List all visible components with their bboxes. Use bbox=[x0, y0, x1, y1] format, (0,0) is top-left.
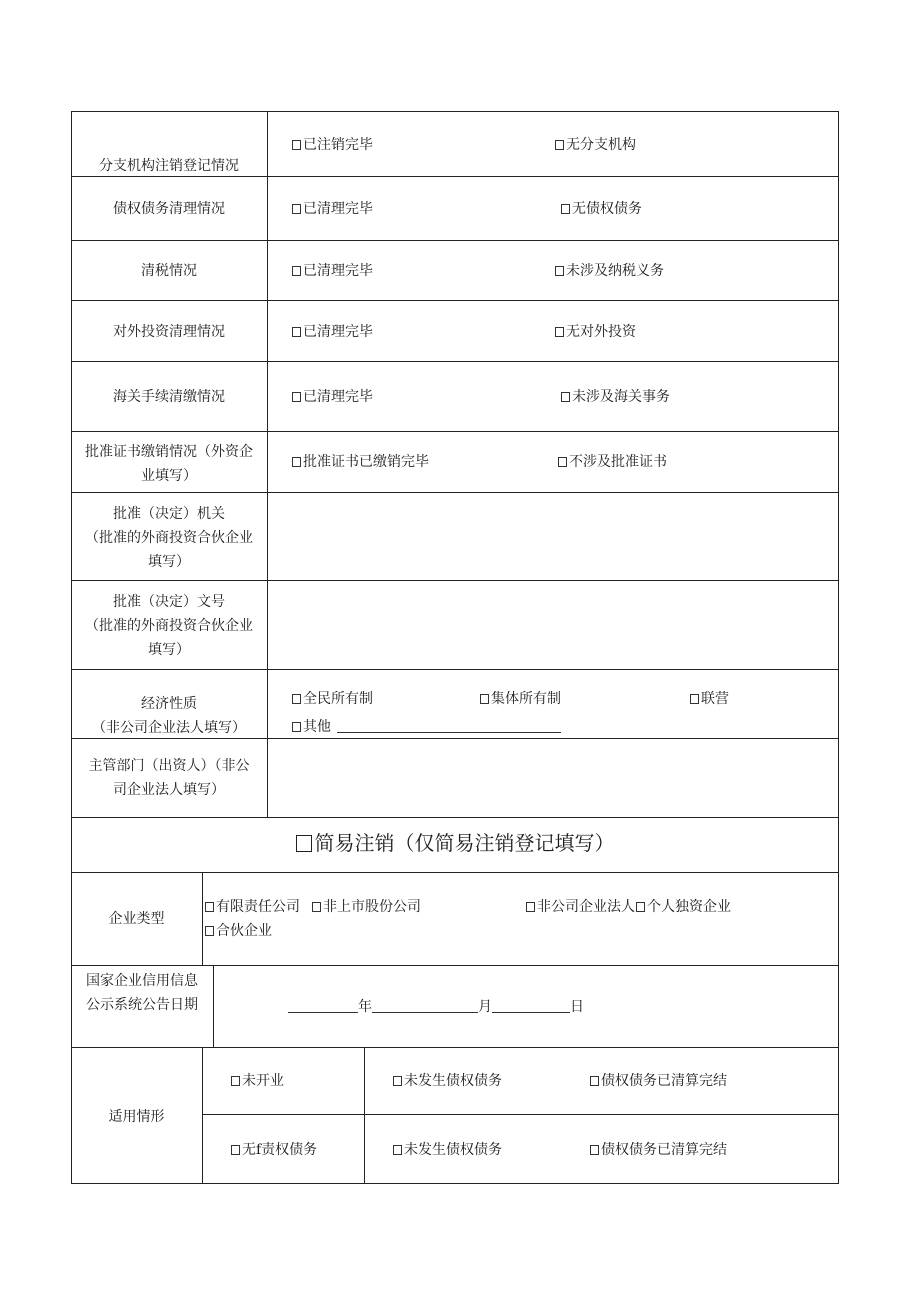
row-label: 海关手续清缴情况 bbox=[113, 389, 225, 405]
checkbox-option[interactable]: 其他 bbox=[292, 717, 561, 737]
row-divider bbox=[71, 669, 839, 670]
checkbox-icon[interactable] bbox=[292, 140, 301, 150]
column-divider bbox=[213, 965, 214, 1047]
year-input-line[interactable] bbox=[288, 998, 358, 1013]
checkbox-icon[interactable] bbox=[312, 902, 321, 912]
checkbox-option[interactable]: 非公司企业法人 bbox=[526, 897, 635, 917]
other-input-line[interactable] bbox=[337, 718, 561, 733]
checkbox-option[interactable]: 有限责任公司 bbox=[205, 897, 300, 917]
checkbox-icon[interactable] bbox=[555, 266, 564, 276]
checkbox-icon[interactable] bbox=[393, 1145, 402, 1155]
checkbox-icon[interactable] bbox=[205, 926, 214, 936]
checkbox-option[interactable]: 非上市股份公司 bbox=[312, 897, 421, 917]
checkbox-icon[interactable] bbox=[561, 392, 570, 402]
checkbox-option[interactable]: 债权债务已清算完结 bbox=[590, 1140, 727, 1160]
checkbox-option[interactable]: 未开业 bbox=[231, 1071, 284, 1091]
checkbox-icon[interactable] bbox=[292, 266, 301, 276]
row-label: 对外投资清理情况 bbox=[113, 324, 225, 340]
checkbox-icon[interactable] bbox=[636, 902, 645, 912]
row-label: 批准（决定）机关 （批准的外商投资合伙企业 填写） bbox=[85, 506, 253, 570]
row-divider bbox=[71, 580, 839, 581]
checkbox-icon[interactable] bbox=[480, 694, 489, 704]
announce-date-label: 国家企业信用信息 公示系统公告日期 bbox=[86, 973, 198, 1013]
checkbox-option[interactable]: 已清理完毕 bbox=[292, 199, 373, 219]
row-divider bbox=[71, 361, 839, 362]
checkbox-option[interactable]: 联营 bbox=[690, 689, 729, 709]
checkbox-option[interactable]: 已清理完毕 bbox=[292, 322, 373, 342]
checkbox-option[interactable]: 未涉及纳税义务 bbox=[555, 261, 664, 281]
checkbox-icon[interactable] bbox=[292, 392, 301, 402]
checkbox-option[interactable]: 合伙企业 bbox=[205, 921, 272, 941]
row-label: 债权债务清理情况 bbox=[113, 201, 225, 217]
checkbox-option[interactable]: 无f责权债务 bbox=[231, 1140, 317, 1160]
column-divider bbox=[267, 111, 268, 817]
row-divider bbox=[71, 300, 839, 301]
checkbox-option[interactable]: 债权债务已清算完结 bbox=[590, 1071, 727, 1091]
enterprise-type-label: 企业类型 bbox=[108, 911, 165, 927]
month-input-line[interactable] bbox=[372, 998, 478, 1013]
checkbox-icon[interactable] bbox=[231, 1145, 240, 1155]
checkbox-option[interactable]: 全民所有制 bbox=[292, 689, 373, 709]
checkbox-option[interactable]: 无分支机构 bbox=[555, 135, 636, 155]
checkbox-icon[interactable] bbox=[555, 327, 564, 337]
checkbox-option[interactable]: 个人独资企业 bbox=[636, 897, 731, 917]
checkbox-icon[interactable] bbox=[292, 694, 301, 704]
checkbox-icon[interactable] bbox=[393, 1076, 402, 1086]
checkbox-icon[interactable] bbox=[205, 902, 214, 912]
checkbox-icon[interactable] bbox=[292, 722, 301, 732]
row-label: 分支机构注销登记情况 bbox=[99, 158, 239, 174]
row-label: 主管部门（出资人）（非公 司企业法人填写） bbox=[88, 758, 250, 798]
simple-deregistration-heading: 简易注销（仅简易注销登记填写） bbox=[71, 828, 839, 858]
row-label: 批准（决定）文号 （批准的外商投资合伙企业 填写） bbox=[85, 594, 253, 658]
checkbox-icon[interactable] bbox=[555, 140, 564, 150]
checkbox-icon[interactable] bbox=[231, 1076, 240, 1086]
checkbox-icon[interactable] bbox=[590, 1076, 599, 1086]
checkbox-icon[interactable] bbox=[526, 902, 535, 912]
checkbox-icon[interactable] bbox=[292, 204, 301, 214]
row-divider bbox=[71, 1047, 839, 1048]
day-input-line[interactable] bbox=[492, 998, 570, 1013]
checkbox-option[interactable]: 批准证书已缴销完毕 bbox=[292, 452, 429, 472]
column-divider bbox=[364, 1047, 365, 1184]
row-divider bbox=[71, 240, 839, 241]
row-divider bbox=[71, 965, 839, 966]
checkbox-icon[interactable] bbox=[296, 835, 312, 852]
checkbox-option[interactable]: 未涉及海关事务 bbox=[561, 387, 670, 407]
row-label: 清税情况 bbox=[141, 263, 197, 279]
checkbox-option[interactable]: 集体所有制 bbox=[480, 689, 561, 709]
column-divider bbox=[202, 1047, 203, 1184]
checkbox-option[interactable]: 已清理完毕 bbox=[292, 387, 373, 407]
row-divider bbox=[71, 431, 839, 432]
checkbox-icon[interactable] bbox=[561, 204, 570, 214]
row-divider bbox=[71, 492, 839, 493]
row-divider bbox=[71, 817, 839, 818]
row-label: 批准证书缴销情况（外资企 业填写） bbox=[85, 444, 253, 484]
checkbox-option[interactable]: 不涉及批准证书 bbox=[558, 452, 667, 472]
checkbox-icon[interactable] bbox=[292, 457, 301, 467]
checkbox-option[interactable]: 已注销完毕 bbox=[292, 135, 373, 155]
row-divider bbox=[202, 1114, 839, 1115]
checkbox-icon[interactable] bbox=[690, 694, 699, 704]
checkbox-icon[interactable] bbox=[590, 1145, 599, 1155]
checkbox-option[interactable]: 未发生债权债务 bbox=[393, 1140, 502, 1160]
situations-label: 适用情形 bbox=[108, 1109, 165, 1125]
checkbox-option[interactable]: 已清理完毕 bbox=[292, 261, 373, 281]
row-label: 经济性质 （非公司企业法人填写） bbox=[92, 696, 246, 736]
announce-date-field[interactable]: 年 月 日 bbox=[288, 997, 584, 1017]
checkbox-option[interactable]: 无债权债务 bbox=[561, 199, 642, 219]
checkbox-option[interactable]: 未发生债权债务 bbox=[393, 1071, 502, 1091]
row-divider bbox=[71, 176, 839, 177]
column-divider bbox=[202, 872, 203, 965]
checkbox-icon[interactable] bbox=[558, 457, 567, 467]
row-divider bbox=[71, 872, 839, 873]
checkbox-option[interactable]: 无对外投资 bbox=[555, 322, 636, 342]
checkbox-icon[interactable] bbox=[292, 327, 301, 337]
